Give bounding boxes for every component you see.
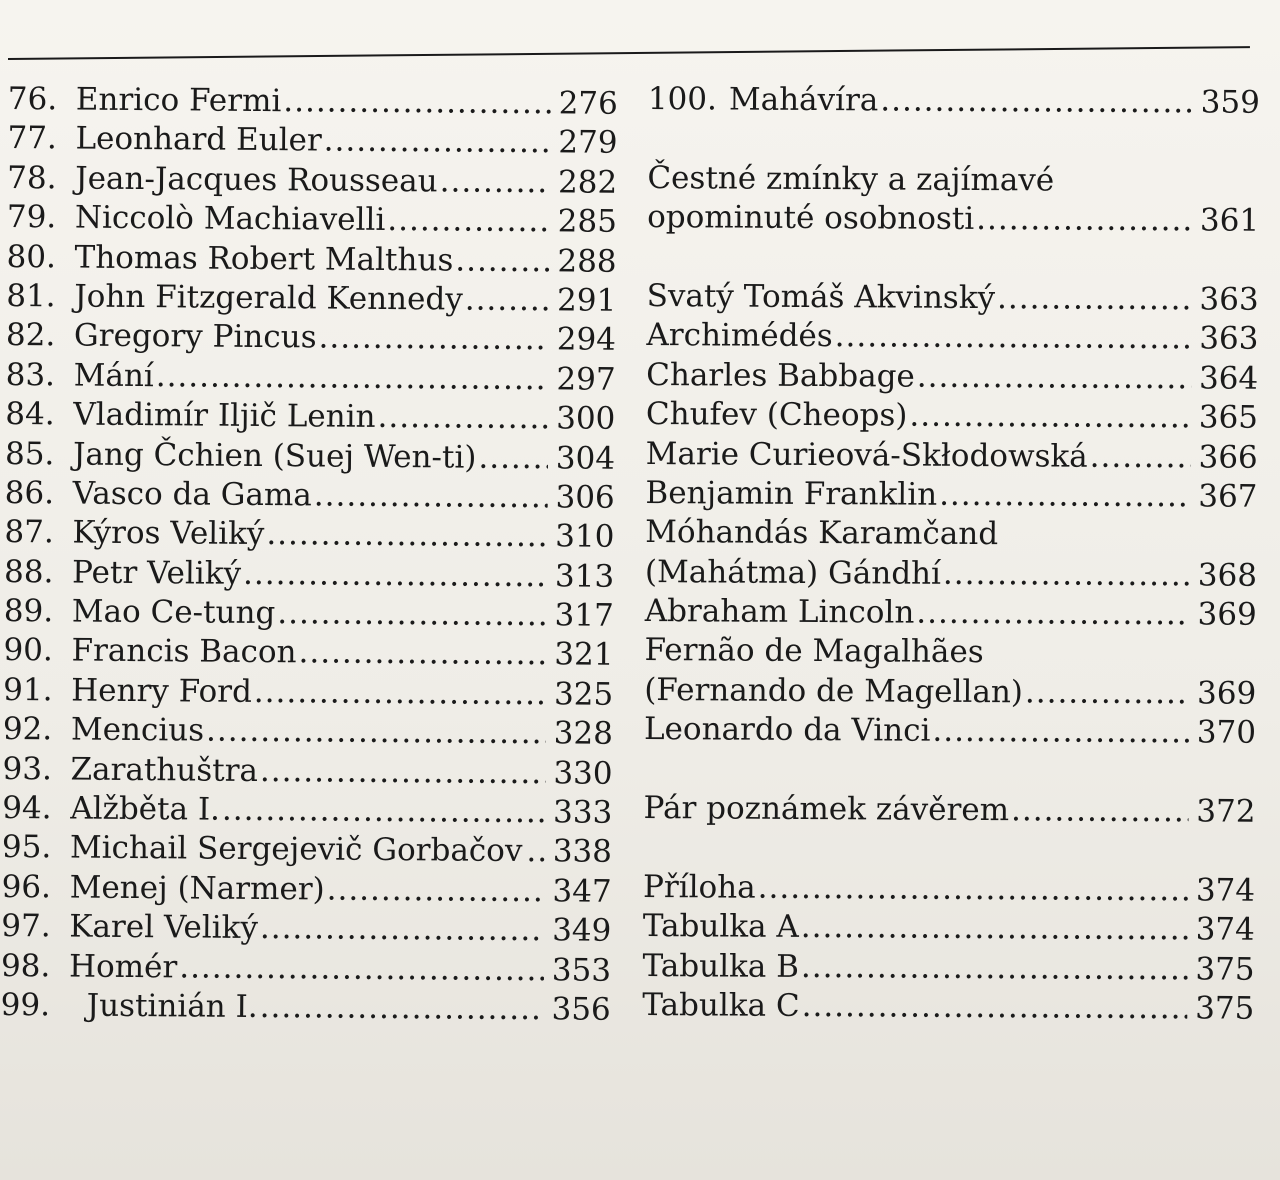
toc-entry[interactable] [2, 868, 612, 912]
dot-leader [943, 554, 1190, 595]
entry-page: 365 [1198, 399, 1259, 436]
dot-leader [1025, 673, 1189, 713]
toc-entry[interactable] [7, 159, 617, 203]
dot-leader [260, 909, 545, 951]
entry-name: Niccolò Machiavelli [74, 199, 386, 239]
entry-name: John Fitzgerald Kennedy [74, 278, 463, 318]
entry-name: Tabulka C [642, 986, 800, 1024]
entry-name: Alžběta I. [70, 790, 221, 828]
dot-leader [1090, 437, 1191, 477]
toc-entry[interactable] [3, 631, 613, 675]
toc-entry[interactable] [3, 671, 613, 715]
entry-number: 81. [6, 277, 56, 315]
entry-number: 88. [3, 553, 54, 591]
entry-page: 325 [553, 676, 614, 713]
dot-leader [318, 319, 549, 360]
entry-page: 338 [552, 833, 613, 871]
entry-name: (Fernando de Magellan) [644, 671, 1024, 711]
entry-name: Zarathuštra [70, 751, 259, 789]
dot-leader [976, 200, 1192, 241]
entry-number: 84. [5, 396, 55, 433]
toc-entry[interactable] [4, 553, 614, 597]
entry-page: 279 [558, 124, 618, 162]
entry-number: 87. [4, 514, 54, 551]
appendix-entry[interactable] [642, 986, 1254, 1029]
entry-number: 97. [1, 908, 51, 945]
entry-number: 78. [7, 159, 57, 197]
toc-entry[interactable] [2, 750, 612, 794]
entry-name: Benjamin Franklin [645, 474, 938, 513]
dot-leader [917, 357, 1191, 398]
entry-page: 328 [553, 715, 614, 753]
toc-entry[interactable] [646, 395, 1258, 438]
appendix-entry[interactable] [642, 947, 1254, 990]
entry-number: 79. [6, 199, 57, 236]
entry-name: Marie Curieová-Skłodowská [645, 435, 1088, 475]
dot-leader [478, 438, 548, 478]
entry-page: 374 [1195, 872, 1256, 909]
entry-number: 85. [4, 435, 55, 472]
entry-name: Karel Veliký [69, 908, 259, 947]
entry-name: Vasco da Gama [72, 475, 313, 514]
toc-entry[interactable] [3, 710, 613, 754]
entry-name: Mahávíra [728, 81, 879, 119]
entry-page: 366 [1198, 438, 1258, 476]
entry-number: 99. [0, 986, 51, 1024]
entry-page: 372 [1196, 793, 1256, 830]
honorable-mentions-entry[interactable] [647, 198, 1259, 241]
appendix-entry[interactable] [643, 868, 1255, 911]
dot-leader [314, 476, 548, 517]
entry-page: 363 [1199, 320, 1259, 358]
entry-name: Michail Sergejevič Gorbačov [69, 829, 523, 870]
entry-name: Tabulka A [642, 908, 799, 946]
toc-entry[interactable] [646, 316, 1258, 359]
entry-number: 80. [6, 238, 57, 275]
entry-page: 375 [1195, 990, 1255, 1027]
dot-leader [802, 987, 1188, 1029]
toc-entry[interactable] [4, 513, 614, 557]
entry-number: 93. [2, 750, 53, 788]
toc-entry[interactable] [646, 435, 1258, 478]
toc-entry[interactable] [6, 277, 616, 321]
entry-page: 368 [1197, 557, 1258, 594]
entry-number: 86. [4, 474, 55, 512]
entry-page: 356 [551, 991, 611, 1028]
entry-name: Charles Babbage [646, 356, 915, 395]
dot-leader [377, 398, 548, 439]
entry-page: 300 [556, 400, 616, 437]
toc-entry[interactable] [6, 316, 616, 360]
entry-name: Gregory Pincus [73, 317, 317, 356]
dot-leader [206, 712, 546, 754]
entry-page: 317 [554, 597, 614, 634]
spacer [647, 238, 1259, 281]
entry-page: 294 [556, 321, 617, 359]
entry-page: 333 [552, 794, 613, 831]
entry-page: 374 [1195, 911, 1255, 948]
entry-page: 353 [551, 951, 612, 989]
entry-number: 83. [5, 356, 56, 394]
spacer [643, 828, 1255, 871]
dot-leader [243, 555, 547, 597]
dot-leader [179, 948, 544, 990]
dot-leader [916, 594, 1189, 635]
toc-entry[interactable] [2, 828, 612, 872]
dot-leader [526, 833, 549, 873]
entry-number: 95. [1, 829, 52, 866]
magellan-entry[interactable] [644, 671, 1256, 714]
entry-number: 94. [2, 790, 52, 827]
entry-page: 306 [555, 479, 615, 516]
entry-page: 364 [1198, 360, 1259, 397]
toc-entry[interactable] [647, 277, 1259, 320]
entry-page: 369 [1197, 596, 1257, 633]
entry-number: 96. [1, 868, 52, 906]
entry-number: 77. [7, 120, 57, 157]
entry-name: Chufev (Cheops) [645, 396, 908, 434]
entry-name: Kýros Veliký [72, 514, 265, 553]
entry-name: (Mahátma) Gándhí [644, 553, 942, 592]
entry-page: 363 [1199, 281, 1259, 318]
dot-leader [801, 908, 1188, 950]
entry-name: Tabulka B [642, 947, 800, 985]
entry-name: Mao Ce-tung [71, 593, 276, 632]
entry-name: Vladimír Iljič Lenin [73, 396, 376, 436]
entry-name: opominuté osobnosti [647, 199, 975, 238]
entry-name: Menej (Narmer) [69, 869, 325, 908]
entry-page: 285 [557, 203, 618, 240]
toc-entry[interactable] [1, 947, 611, 991]
entry-name: Leonardo da Vinci [643, 711, 931, 749]
entry-page: 375 [1195, 950, 1255, 988]
dot-leader [387, 201, 550, 242]
gandhi-entry[interactable] [645, 553, 1257, 596]
dot-leader [758, 868, 1188, 910]
entry-page: 297 [556, 361, 616, 398]
entry-page: 361 [1199, 202, 1260, 239]
dot-leader [1011, 791, 1189, 831]
toc-entry[interactable] [1, 907, 611, 951]
dot-leader [222, 791, 545, 833]
entry-number: 100. [647, 80, 718, 118]
entry-page: 369 [1196, 675, 1257, 712]
entry-number: 91. [3, 671, 53, 709]
toc-left-column [1, 80, 618, 1030]
entry-name: Enrico Fermi [75, 81, 282, 120]
entry-name: Pár poznámek závěrem [643, 790, 1010, 829]
dot-leader [932, 712, 1189, 753]
toc-entry[interactable] [645, 474, 1257, 517]
dot-leader [909, 397, 1191, 438]
entry-page: 304 [555, 439, 616, 477]
toc-entry-100[interactable] [648, 80, 1260, 123]
entry-page: 367 [1198, 478, 1258, 515]
entry-page: 370 [1196, 714, 1257, 751]
entry-page: 291 [556, 282, 617, 319]
dot-leader [298, 634, 546, 675]
dot-leader [260, 752, 546, 794]
appendix-entry[interactable] [643, 907, 1255, 950]
entry-page: 347 [552, 873, 612, 910]
entry-number: 82. [5, 317, 56, 354]
entry-name: Petr Veliký [71, 554, 242, 592]
entry-page: 359 [1200, 84, 1260, 121]
toc-entry[interactable] [645, 592, 1257, 635]
entry-page: 321 [554, 636, 614, 674]
magellan-title[interactable]: Fernão de Magalhães [644, 632, 984, 671]
entry-name: Thomas Robert Malthus [74, 239, 454, 279]
entry-name: Mencius [70, 711, 205, 749]
entry-number: 92. [2, 711, 53, 748]
entry-name: Jean-Jacques Rousseau [75, 160, 438, 200]
dot-leader [324, 122, 551, 163]
toc-entry[interactable] [6, 356, 616, 400]
entry-name: Příloha [642, 868, 756, 906]
entry-name: Homér [68, 948, 178, 985]
toc-entry[interactable] [8, 80, 618, 124]
toc-entry[interactable] [5, 474, 615, 518]
entry-number: 89. [3, 593, 54, 630]
dot-leader [880, 81, 1193, 122]
dot-leader [260, 988, 544, 1030]
entry-page: 349 [552, 912, 612, 949]
dot-leader [283, 82, 551, 124]
gandhi-title[interactable]: Móhandás Karamčand [645, 514, 999, 553]
dot-leader [254, 673, 546, 715]
dot-leader [156, 357, 549, 399]
dot-leader [801, 948, 1188, 990]
entry-name: Jang Čchien (Suej Wen-ti) [72, 436, 477, 476]
toc-entry[interactable] [646, 356, 1258, 399]
entry-page: 313 [554, 557, 615, 595]
spacer [644, 750, 1256, 793]
entry-number: 98. [0, 947, 51, 984]
toc-entry[interactable] [7, 119, 617, 163]
dot-leader [997, 279, 1192, 320]
entry-name: Svatý Tomáš Akvinský [646, 277, 996, 317]
entry-name: Archimédés [646, 317, 833, 355]
entry-name: Abraham Lincoln [644, 593, 915, 631]
dot-leader [835, 317, 1192, 359]
dot-leader [939, 476, 1190, 517]
entry-page: 310 [555, 518, 615, 556]
toc-entry[interactable] [2, 789, 612, 833]
entry-name: Leonhard Euler [75, 120, 322, 159]
closing-notes-entry[interactable] [643, 789, 1255, 832]
dot-leader [440, 162, 551, 202]
entry-page: 282 [557, 164, 618, 201]
entry-name: Francis Bacon [71, 632, 297, 671]
toc-entry[interactable] [5, 435, 615, 479]
toc-entry[interactable] [644, 710, 1256, 753]
entry-number: 90. [3, 632, 53, 669]
entry-name: Justinián I. [86, 987, 258, 1025]
dot-leader [327, 870, 545, 911]
entry-page: 276 [558, 85, 618, 122]
toc-entry[interactable] [7, 198, 617, 242]
toc-entry[interactable] [6, 238, 616, 282]
toc-right-column [642, 80, 1260, 1029]
toc-entry[interactable] [4, 592, 614, 636]
dot-leader [455, 241, 549, 281]
entry-name: Mání [73, 357, 154, 394]
dot-leader [277, 594, 547, 636]
toc-entry[interactable] [5, 395, 615, 439]
entry-page: 330 [553, 754, 613, 792]
spacer [648, 119, 1260, 162]
entry-name: Henry Ford [71, 672, 253, 710]
toc-entry[interactable] [1, 986, 611, 1030]
entry-page: 288 [557, 242, 617, 280]
dot-leader [465, 281, 550, 321]
honorable-mentions-title[interactable]: Čestné zmínky a zajímavé [647, 159, 1055, 199]
dot-leader [266, 515, 547, 557]
entry-number: 76. [7, 80, 58, 118]
